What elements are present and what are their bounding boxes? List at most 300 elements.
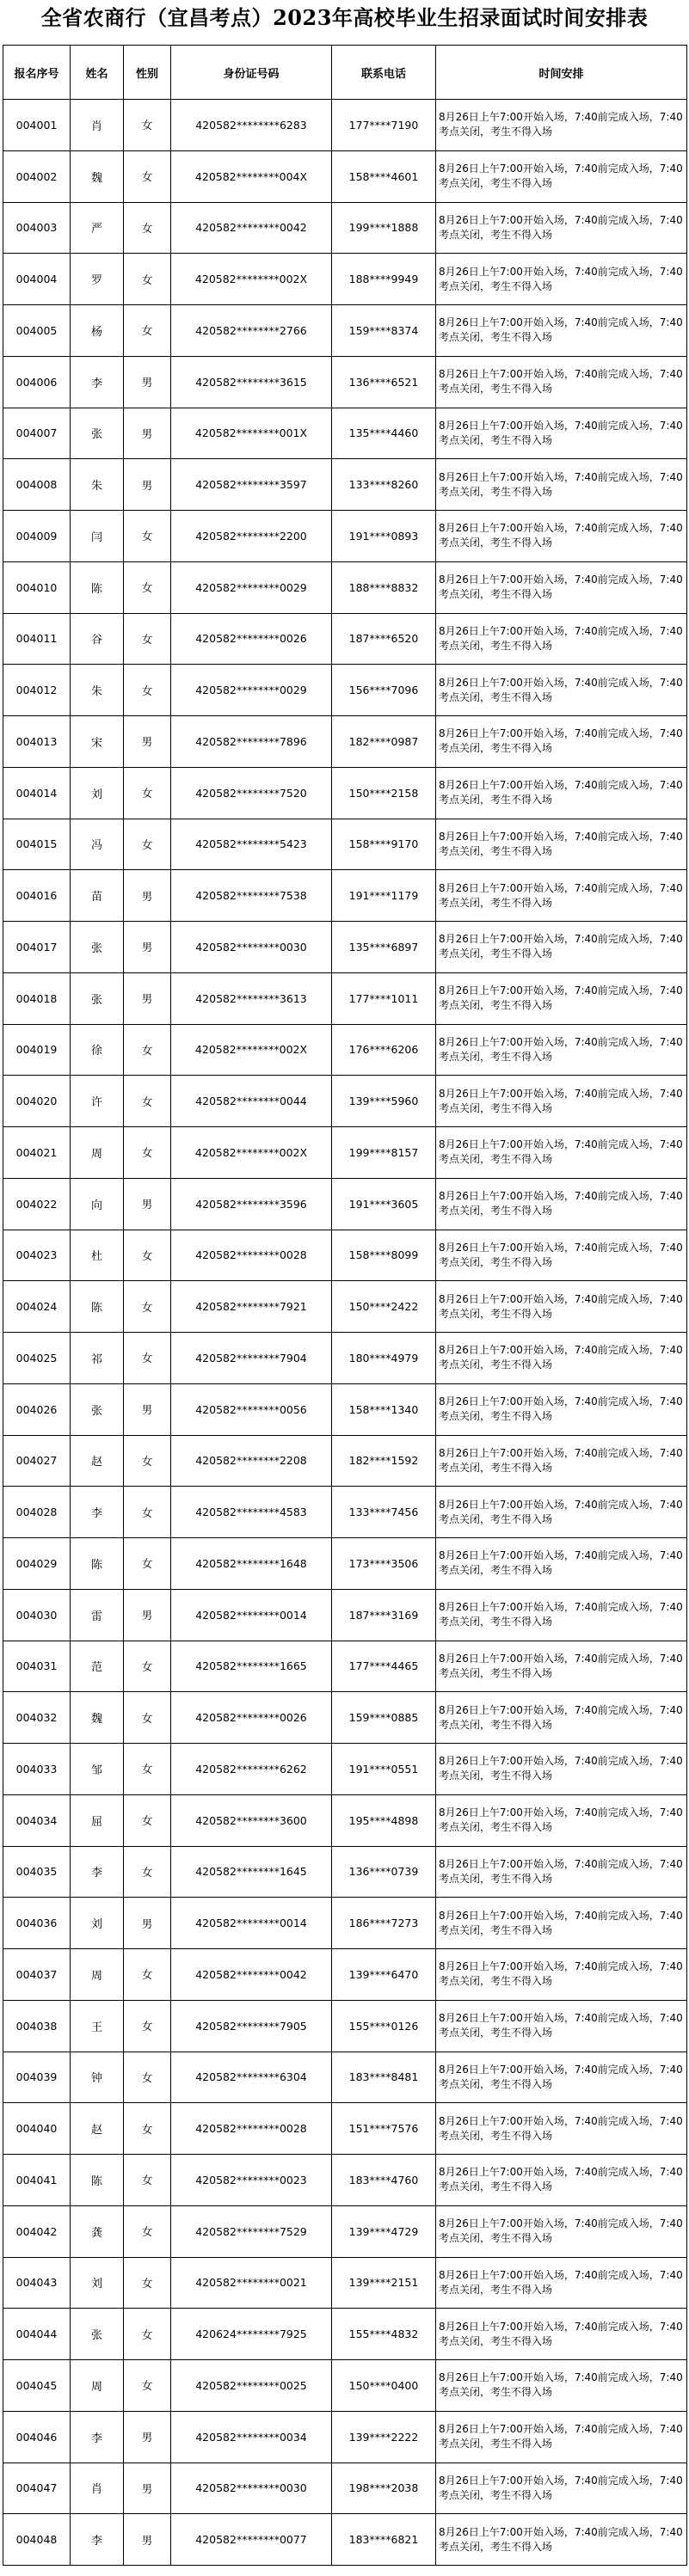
schedule-cell: 8月26日上午7:00开始入场，7:40前完成入场，7:40考点关闭，考生不得入场 [436,2205,687,2257]
table-row [3,1692,687,1744]
table-row [3,1589,687,1641]
table-row [3,922,687,973]
gender-cell: 男 [124,459,171,511]
document-title: 全省农商行（宜昌考点）2023年高校毕业生招录面试时间安排表 [40,5,649,30]
name-cell: 李 [71,1846,124,1898]
phone-cell: 191****1179 [332,870,436,922]
name-cell: 张 [71,1383,124,1435]
name-cell: 王 [71,2000,124,2052]
id-number-cell: 420582********7520 [171,767,332,819]
table-row [3,2514,687,2566]
table-row [3,408,687,459]
name-cell: 李 [71,356,124,408]
gender-cell: 女 [124,767,171,819]
table-row [3,2257,687,2309]
phone-cell: 156****7096 [332,665,436,716]
registration-no-cell: 004033 [3,1744,71,1795]
id-number-cell: 420582********0034 [171,2411,332,2463]
schedule-cell: 8月26日上午7:00开始入场，7:40前完成入场，7:40考点关闭，考生不得入场 [436,254,687,305]
id-number-cell: 420582********7896 [171,716,332,768]
gender-cell: 女 [124,100,171,151]
schedule-cell: 8月26日上午7:00开始入场，7:40前完成入场，7:40考点关闭，考生不得入场 [436,2411,687,2463]
id-number-cell: 420582********4583 [171,1487,332,1538]
name-cell: 肖 [71,100,124,151]
registration-no-cell: 004021 [3,1127,71,1179]
name-cell: 祁 [71,1333,124,1384]
registration-no-cell: 004023 [3,1230,71,1281]
id-number-cell: 420582********6304 [171,2052,332,2103]
schedule-cell: 8月26日上午7:00开始入场，7:40前完成入场，7:40考点关闭，考生不得入场 [436,1281,687,1333]
gender-cell: 女 [124,2257,171,2309]
schedule-cell: 8月26日上午7:00开始入场，7:40前完成入场，7:40考点关闭，考生不得入场 [436,1024,687,1076]
gender-cell: 男 [124,356,171,408]
name-cell: 陈 [71,2155,124,2206]
id-number-cell: 420582********002X [171,1127,332,1179]
table-row [3,1435,687,1487]
name-cell: 邹 [71,1744,124,1795]
phone-cell: 133****8260 [332,459,436,511]
name-cell: 刘 [71,2257,124,2309]
registration-no-cell: 004041 [3,2155,71,2206]
id-number-cell: 420582********0042 [171,1949,332,2001]
gender-cell: 女 [124,2309,171,2360]
gender-cell: 女 [124,561,171,613]
registration-no-cell: 004009 [3,511,71,562]
phone-cell: 155****0126 [332,2000,436,2052]
table-row [3,2103,687,2155]
table-row [3,1178,687,1230]
registration-no-cell: 004032 [3,1692,71,1744]
registration-no-cell: 004004 [3,254,71,305]
phone-cell: 187****6520 [332,613,436,665]
table-row [3,305,687,357]
table-row [3,2463,687,2514]
registration-no-cell: 004038 [3,2000,71,2052]
name-cell: 向 [71,1178,124,1230]
registration-no-cell: 004042 [3,2205,71,2257]
table-row [3,2360,687,2412]
gender-cell: 女 [124,2205,171,2257]
schedule-cell: 8月26日上午7:00开始入场，7:40前完成入场，7:40考点关闭，考生不得入场 [436,356,687,408]
table-row [3,2052,687,2103]
name-cell: 魏 [71,1692,124,1744]
registration-no-cell: 004027 [3,1435,71,1487]
id-number-cell: 420624********7925 [171,2309,332,2360]
name-cell: 严 [71,202,124,254]
gender-cell: 男 [124,922,171,973]
table-row [3,1744,687,1795]
gender-cell: 女 [124,1744,171,1795]
name-cell: 周 [71,1127,124,1179]
id-number-cell: 420582********002X [171,254,332,305]
registration-no-cell: 004036 [3,1898,71,1949]
schedule-cell: 8月26日上午7:00开始入场，7:40前完成入场，7:40考点关闭，考生不得入场 [436,1846,687,1898]
table-row [3,1281,687,1333]
gender-cell: 男 [124,2514,171,2566]
registration-no-cell: 004018 [3,972,71,1024]
registration-no-cell: 004028 [3,1487,71,1538]
registration-no-cell: 004006 [3,356,71,408]
registration-no-cell: 004019 [3,1024,71,1076]
registration-no-cell: 004013 [3,716,71,768]
phone-cell: 158****9170 [332,819,436,870]
registration-no-cell: 004002 [3,150,71,202]
id-number-cell: 420582********3597 [171,459,332,511]
name-cell: 赵 [71,2103,124,2155]
phone-cell: 139****6470 [332,1949,436,2001]
id-number-cell: 420582********0029 [171,665,332,716]
name-cell: 赵 [71,1435,124,1487]
phone-cell: 150****2158 [332,767,436,819]
table-row [3,2205,687,2257]
name-cell: 杨 [71,305,124,357]
schedule-cell: 8月26日上午7:00开始入场，7:40前完成入场，7:40考点关闭，考生不得入场 [436,1127,687,1179]
schedule-cell: 8月26日上午7:00开始入场，7:40前完成入场，7:40考点关闭，考生不得入场 [436,1230,687,1281]
table-row [3,1641,687,1692]
registration-no-cell: 004011 [3,613,71,665]
registration-no-cell: 004040 [3,2103,71,2155]
id-number-cell: 420582********0044 [171,1076,332,1127]
table-row [3,1949,687,2001]
table-row [3,665,687,716]
table-row [3,1794,687,1846]
phone-cell: 133****7456 [332,1487,436,1538]
registration-no-cell: 004026 [3,1383,71,1435]
gender-cell: 女 [124,150,171,202]
table-row [3,561,687,613]
gender-cell: 女 [124,1333,171,1384]
phone-cell: 191****0893 [332,511,436,562]
id-number-cell: 420582********0042 [171,202,332,254]
table-row [3,1333,687,1384]
phone-cell: 158****4601 [332,150,436,202]
registration-no-cell: 004014 [3,767,71,819]
phone-cell: 135****4460 [332,408,436,459]
name-cell: 刘 [71,767,124,819]
table-row [3,1538,687,1590]
phone-cell: 191****0551 [332,1744,436,1795]
id-number-cell: 420582********0030 [171,922,332,973]
table-row [3,716,687,768]
id-number-cell: 420582********3600 [171,1794,332,1846]
schedule-cell: 8月26日上午7:00开始入场，7:40前完成入场，7:40考点关闭，考生不得入场 [436,1794,687,1846]
id-number-cell: 420582********6283 [171,100,332,151]
phone-cell: 188****9949 [332,254,436,305]
table-row [3,356,687,408]
id-number-cell: 420582********3613 [171,972,332,1024]
id-number-cell: 420582********7529 [171,2205,332,2257]
schedule-cell: 8月26日上午7:00开始入场，7:40前完成入场，7:40考点关闭，考生不得入场 [436,922,687,973]
phone-cell: 136****6521 [332,356,436,408]
id-number-cell: 420582********2200 [171,511,332,562]
header-phone: 联系电话 [332,46,436,100]
gender-cell: 女 [124,1846,171,1898]
header-registration-no: 报名序号 [3,46,71,100]
name-cell: 肖 [71,2463,124,2514]
id-number-cell: 420582********0021 [171,2257,332,2309]
name-cell: 张 [71,408,124,459]
schedule-cell: 8月26日上午7:00开始入场，7:40前完成入场，7:40考点关闭，考生不得入场 [436,202,687,254]
gender-cell: 女 [124,511,171,562]
phone-cell: 186****7273 [332,1898,436,1949]
name-cell: 朱 [71,459,124,511]
gender-cell: 女 [124,1281,171,1333]
table-row [3,972,687,1024]
name-cell: 宋 [71,716,124,768]
phone-cell: 183****4760 [332,2155,436,2206]
schedule-cell: 8月26日上午7:00开始入场，7:40前完成入场，7:40考点关闭，考生不得入场 [436,767,687,819]
registration-no-cell: 004022 [3,1178,71,1230]
phone-cell: 135****6897 [332,922,436,973]
header-schedule: 时间安排 [436,46,687,100]
phone-cell: 187****3169 [332,1589,436,1641]
registration-no-cell: 004046 [3,2411,71,2463]
schedule-cell: 8月26日上午7:00开始入场，7:40前完成入场，7:40考点关闭，考生不得入场 [436,2052,687,2103]
table-row [3,1487,687,1538]
schedule-cell: 8月26日上午7:00开始入场，7:40前完成入场，7:40考点关闭，考生不得入场 [436,1333,687,1384]
header-id-number: 身份证号码 [171,46,332,100]
phone-cell: 195****4898 [332,1794,436,1846]
schedule-cell: 8月26日上午7:00开始入场，7:40前完成入场，7:40考点关闭，考生不得入场 [436,2000,687,2052]
registration-no-cell: 004020 [3,1076,71,1127]
table-row [3,870,687,922]
gender-cell: 男 [124,408,171,459]
name-cell: 苗 [71,870,124,922]
table-row [3,2411,687,2463]
schedule-cell: 8月26日上午7:00开始入场，7:40前完成入场，7:40考点关闭，考生不得入场 [436,150,687,202]
id-number-cell: 420582********7904 [171,1333,332,1384]
registration-no-cell: 004012 [3,665,71,716]
registration-no-cell: 004034 [3,1794,71,1846]
id-number-cell: 420582********0056 [171,1383,332,1435]
registration-no-cell: 004001 [3,100,71,151]
phone-cell: 177****1011 [332,972,436,1024]
registration-no-cell: 004007 [3,408,71,459]
schedule-cell: 8月26日上午7:00开始入场，7:40前完成入场，7:40考点关闭，考生不得入场 [436,613,687,665]
gender-cell: 女 [124,1024,171,1076]
registration-no-cell: 004045 [3,2360,71,2412]
name-cell: 周 [71,2360,124,2412]
name-cell: 徐 [71,1024,124,1076]
phone-cell: 183****8481 [332,2052,436,2103]
id-number-cell: 420582********5423 [171,819,332,870]
schedule-cell: 8月26日上午7:00开始入场，7:40前完成入场，7:40考点关闭，考生不得入场 [436,1538,687,1590]
gender-cell: 女 [124,613,171,665]
schedule-cell: 8月26日上午7:00开始入场，7:40前完成入场，7:40考点关闭，考生不得入场 [436,870,687,922]
schedule-cell: 8月26日上午7:00开始入场，7:40前完成入场，7:40考点关闭，考生不得入场 [436,1589,687,1641]
name-cell: 屈 [71,1794,124,1846]
id-number-cell: 420582********1645 [171,1846,332,1898]
name-cell: 魏 [71,150,124,202]
schedule-cell: 8月26日上午7:00开始入场，7:40前完成入场，7:40考点关闭，考生不得入场 [436,2155,687,2206]
id-number-cell: 420582********0014 [171,1589,332,1641]
registration-no-cell: 004025 [3,1333,71,1384]
registration-no-cell: 004029 [3,1538,71,1590]
table-row [3,100,687,151]
phone-cell: 159****0885 [332,1692,436,1744]
gender-cell: 男 [124,2411,171,2463]
phone-cell: 151****7576 [332,2103,436,2155]
schedule-cell: 8月26日上午7:00开始入场，7:40前完成入场，7:40考点关闭，考生不得入场 [436,1744,687,1795]
schedule-cell: 8月26日上午7:00开始入场，7:40前完成入场，7:40考点关闭，考生不得入场 [436,2103,687,2155]
registration-no-cell: 004008 [3,459,71,511]
gender-cell: 女 [124,1692,171,1744]
phone-cell: 136****0739 [332,1846,436,1898]
name-cell: 谷 [71,613,124,665]
gender-cell: 女 [124,665,171,716]
gender-cell: 男 [124,1178,171,1230]
name-cell: 陈 [71,1538,124,1590]
phone-cell: 191****3605 [332,1178,436,1230]
table-body [3,100,687,2566]
table-row [3,1076,687,1127]
schedule-cell: 8月26日上午7:00开始入场，7:40前完成入场，7:40考点关闭，考生不得入场 [436,819,687,870]
phone-cell: 159****8374 [332,305,436,357]
schedule-cell: 8月26日上午7:00开始入场，7:40前完成入场，7:40考点关闭，考生不得入场 [436,408,687,459]
name-cell: 冯 [71,819,124,870]
registration-no-cell: 004015 [3,819,71,870]
registration-no-cell: 004039 [3,2052,71,2103]
phone-cell: 176****6206 [332,1024,436,1076]
phone-cell: 139****4729 [332,2205,436,2257]
schedule-cell: 8月26日上午7:00开始入场，7:40前完成入场，7:40考点关闭，考生不得入场 [436,2514,687,2566]
phone-cell: 199****8157 [332,1127,436,1179]
table-row [3,511,687,562]
gender-cell: 女 [124,1794,171,1846]
registration-no-cell: 004037 [3,1949,71,2001]
registration-no-cell: 004005 [3,305,71,357]
id-number-cell: 420582********002X [171,1024,332,1076]
phone-cell: 182****0987 [332,716,436,768]
phone-cell: 198****2038 [332,2463,436,2514]
id-number-cell: 420582********0030 [171,2463,332,2514]
name-cell: 李 [71,2411,124,2463]
table-row [3,459,687,511]
registration-no-cell: 004010 [3,561,71,613]
registration-no-cell: 004035 [3,1846,71,1898]
schedule-cell: 8月26日上午7:00开始入场，7:40前完成入场，7:40考点关闭，考生不得入场 [436,1898,687,1949]
id-number-cell: 420582********7538 [171,870,332,922]
id-number-cell: 420582********0014 [171,1898,332,1949]
gender-cell: 女 [124,305,171,357]
phone-cell: 150****0400 [332,2360,436,2412]
name-cell: 闫 [71,511,124,562]
registration-no-cell: 004017 [3,922,71,973]
phone-cell: 150****2422 [332,1281,436,1333]
registration-no-cell: 004016 [3,870,71,922]
phone-cell: 158****8099 [332,1230,436,1281]
gender-cell: 男 [124,972,171,1024]
phone-cell: 183****6821 [332,2514,436,2566]
schedule-cell: 8月26日上午7:00开始入场，7:40前完成入场，7:40考点关闭，考生不得入场 [436,2463,687,2514]
phone-cell: 155****4832 [332,2309,436,2360]
name-cell: 杜 [71,1230,124,1281]
gender-cell: 女 [124,1127,171,1179]
table-row [3,254,687,305]
gender-cell: 女 [124,254,171,305]
id-number-cell: 420582********001X [171,408,332,459]
table-row [3,1127,687,1179]
table-row [3,1383,687,1435]
schedule-table [3,45,687,2566]
name-cell: 范 [71,1641,124,1692]
phone-cell: 139****5960 [332,1076,436,1127]
id-number-cell: 420582********2766 [171,305,332,357]
name-cell: 朱 [71,665,124,716]
registration-no-cell: 004030 [3,1589,71,1641]
table-row [3,2000,687,2052]
name-cell: 罗 [71,254,124,305]
id-number-cell: 420582********0028 [171,1230,332,1281]
name-cell: 刘 [71,1898,124,1949]
header-gender: 性别 [124,46,171,100]
gender-cell: 男 [124,870,171,922]
gender-cell: 女 [124,1538,171,1590]
schedule-cell: 8月26日上午7:00开始入场，7:40前完成入场，7:40考点关闭，考生不得入场 [436,1383,687,1435]
phone-cell: 139****2151 [332,2257,436,2309]
gender-cell: 女 [124,1435,171,1487]
phone-cell: 177****4465 [332,1641,436,1692]
table-row [3,819,687,870]
table-row [3,2309,687,2360]
gender-cell: 男 [124,1589,171,1641]
gender-cell: 女 [124,2155,171,2206]
gender-cell: 男 [124,2463,171,2514]
name-cell: 李 [71,2514,124,2566]
phone-cell: 177****7190 [332,100,436,151]
gender-cell: 女 [124,202,171,254]
name-cell: 李 [71,1487,124,1538]
id-number-cell: 420582********7905 [171,2000,332,2052]
table-row [3,1230,687,1281]
gender-cell: 女 [124,2360,171,2412]
schedule-cell: 8月26日上午7:00开始入场，7:40前完成入场，7:40考点关闭，考生不得入场 [436,1435,687,1487]
schedule-cell: 8月26日上午7:00开始入场，7:40前完成入场，7:40考点关闭，考生不得入场 [436,2309,687,2360]
schedule-cell: 8月26日上午7:00开始入场，7:40前完成入场，7:40考点关闭，考生不得入场 [436,1178,687,1230]
table-row [3,613,687,665]
id-number-cell: 420582********3615 [171,356,332,408]
registration-no-cell: 004024 [3,1281,71,1333]
gender-cell: 男 [124,1383,171,1435]
id-number-cell: 420582********0077 [171,2514,332,2566]
id-number-cell: 420582********1648 [171,1538,332,1590]
table-row [3,1898,687,1949]
header-name: 姓名 [71,46,124,100]
id-number-cell: 420582********6262 [171,1744,332,1795]
gender-cell: 女 [124,1076,171,1127]
gender-cell: 女 [124,819,171,870]
registration-no-cell: 004031 [3,1641,71,1692]
table-row [3,2155,687,2206]
name-cell: 张 [71,972,124,1024]
schedule-cell: 8月26日上午7:00开始入场，7:40前完成入场，7:40考点关闭，考生不得入场 [436,2360,687,2412]
name-cell: 陈 [71,1281,124,1333]
schedule-cell: 8月26日上午7:00开始入场，7:40前完成入场，7:40考点关闭，考生不得入场 [436,1641,687,1692]
id-number-cell: 420582********0029 [171,561,332,613]
registration-no-cell: 004003 [3,202,71,254]
table-row [3,150,687,202]
schedule-cell: 8月26日上午7:00开始入场，7:40前完成入场，7:40考点关闭，考生不得入场 [436,1487,687,1538]
id-number-cell: 420582********0026 [171,1692,332,1744]
gender-cell: 女 [124,1230,171,1281]
name-cell: 张 [71,2309,124,2360]
schedule-cell: 8月26日上午7:00开始入场，7:40前完成入场，7:40考点关闭，考生不得入场 [436,1692,687,1744]
gender-cell: 女 [124,2052,171,2103]
table-row [3,202,687,254]
id-number-cell: 420582********2208 [171,1435,332,1487]
name-cell: 周 [71,1949,124,2001]
schedule-cell: 8月26日上午7:00开始入场，7:40前完成入场，7:40考点关闭，考生不得入场 [436,2257,687,2309]
